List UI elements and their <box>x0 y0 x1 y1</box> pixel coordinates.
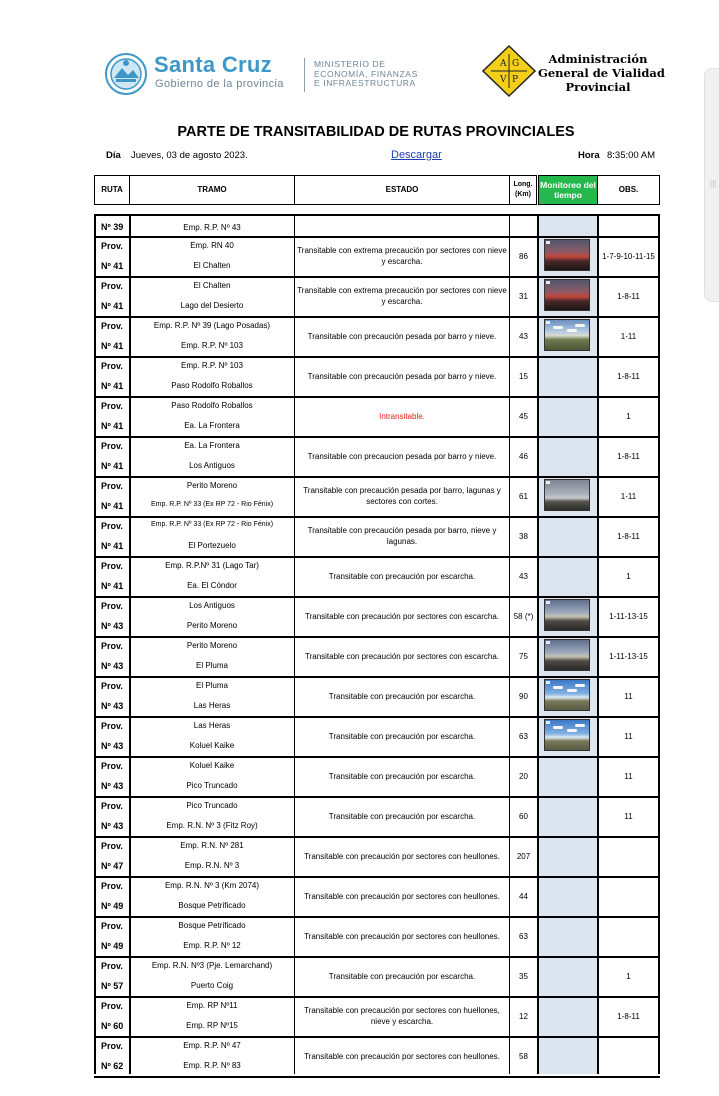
route-number: Nº 43 <box>101 741 124 751</box>
weather-camera-thumbnail[interactable] <box>544 679 590 711</box>
estado-cell: Transitable con precaución por escarcha. <box>328 971 476 981</box>
obs-cell: 1 <box>626 971 631 981</box>
tramo-from: Koluel Kaike <box>189 761 235 770</box>
longitud-cell: 58 (*) <box>513 611 534 621</box>
tramo-from: Los Antiguos <box>189 601 235 610</box>
weather-camera-thumbnail[interactable] <box>544 319 590 351</box>
cloud-icon <box>553 686 563 689</box>
tramo-to: Emp. R.N. Nº 3 <box>184 861 240 870</box>
route-prefix: Prov. <box>101 241 123 251</box>
agvp-letter-a: A <box>500 59 507 69</box>
route-prefix: Prov. <box>101 321 123 331</box>
ministry-text <box>314 60 418 89</box>
longitud-cell: 46 <box>519 451 528 461</box>
cloud-icon <box>567 729 577 732</box>
tramo-from: Emp. RN 40 <box>190 241 234 250</box>
tramo-from: Emp. R.P. Nº 47 <box>183 1041 241 1050</box>
tramo-from: Paso Rodolfo Roballos <box>171 401 253 410</box>
route-number: Nº 41 <box>101 501 124 511</box>
agvp-letter-p: P <box>512 75 519 85</box>
tramo-from: Bosque Petrificado <box>178 921 246 930</box>
tramo-to: Ea. El Cóndor <box>187 581 237 590</box>
route-number: Nº 62 <box>101 1061 124 1071</box>
obs-cell: 11 <box>624 811 633 821</box>
route-prefix: Prov. <box>101 601 123 611</box>
longitud-cell: 63 <box>519 931 528 941</box>
route-number: Nº 60 <box>101 1021 124 1031</box>
estado-cell: Transitable con precaución por escarcha. <box>328 691 476 701</box>
estado-cell: Transitable con precaución por sectores con huellones, nieve y escarcha. <box>304 1006 500 1026</box>
tramo-to: Ea. La Frontera <box>184 421 240 430</box>
route-number: Nº 41 <box>101 261 124 271</box>
tramo-from: Emp. R.N. Nº 3 (Km 2074) <box>164 881 260 890</box>
santa-cruz-emblem-icon <box>104 52 148 96</box>
obs-cell: 1-11-13-15 <box>609 651 648 661</box>
agvp-letter-v: V <box>500 75 507 85</box>
row-divider <box>94 1076 660 1078</box>
tramo-from: Pico Truncado <box>186 801 238 810</box>
route-number: Nº 43 <box>101 781 124 791</box>
download-link[interactable]: Descargar <box>391 149 442 161</box>
route-prefix: Prov. <box>101 561 123 571</box>
tramo-to: Lago del Desierto <box>180 301 244 310</box>
estado-cell: Transitable con precaución por sectores con heullones. <box>304 851 500 861</box>
longitud-cell: 43 <box>519 331 528 341</box>
hora-value: 8:35:00 AM <box>607 150 656 161</box>
estado-cell: Transitable con extrema precaución por sectores con nieve y escarcha. <box>297 246 507 266</box>
weather-camera-thumbnail[interactable] <box>544 279 590 311</box>
tramo-to: Puerto Coig <box>190 981 234 990</box>
tramo-to: El Portezuelo <box>188 541 236 550</box>
longitud-cell: 35 <box>519 971 528 981</box>
estado-cell: Transitable con precaución por sectores con heullones. <box>304 891 500 901</box>
route-number: Nº 43 <box>101 821 124 831</box>
viewer-scrollbar[interactable] <box>704 68 719 302</box>
route-prefix: Prov. <box>101 921 123 931</box>
cloud-icon <box>553 726 563 729</box>
route-prefix: Prov. <box>101 721 123 731</box>
header-monitoreo: Monitoreo del tiempo <box>538 175 598 205</box>
obs-cell <box>599 917 658 955</box>
route-prefix: Prov. <box>101 481 123 491</box>
route-prefix: Prov. <box>101 1041 123 1051</box>
longitud-cell: 20 <box>519 771 528 781</box>
route-prefix: Prov. <box>101 401 123 411</box>
route-number: Nº 41 <box>101 461 124 471</box>
scrollbar-grip-icon: ||| <box>710 179 717 188</box>
route-number: Nº 57 <box>101 981 124 991</box>
cloud-icon <box>575 724 585 727</box>
tramo-from: Emp. R.P. Nº 39 (Lago Posadas) <box>153 321 271 330</box>
header-long: Long. (Km) <box>509 175 537 205</box>
route-prefix: Prov. <box>101 801 123 811</box>
agvp-line-1: Administración <box>548 52 648 66</box>
estado-cell: Transitable con precaución pesada por barro, lagunas y sectores con cortes. <box>303 486 501 506</box>
estado-cell: Transitable con precaucion pesada por barro y nieve. <box>307 451 497 461</box>
header-tramo: TRAMO <box>129 175 295 205</box>
route-prefix: Prov. <box>101 361 123 371</box>
route-number: Nº 47 <box>101 861 124 871</box>
route-number: Nº 43 <box>101 621 124 631</box>
tramo-to: Emp. R.P. Nº 83 <box>183 1061 241 1070</box>
obs-cell: 11 <box>624 731 633 741</box>
route-number: Nº 43 <box>101 701 124 711</box>
ministry-line-3: E INFRAESTRUCTURA <box>314 78 416 88</box>
route-number: Nº 41 <box>101 421 124 431</box>
longitud-cell: 90 <box>519 691 528 701</box>
longitud-cell: 44 <box>519 891 528 901</box>
estado-cell: Transitable con precaución por sectores con escarcha. <box>304 651 500 661</box>
longitud-cell: 43 <box>519 571 528 581</box>
tramo-to: El Chalten <box>193 261 231 270</box>
camera-label-icon <box>546 481 550 484</box>
tramo-to: Las Heras <box>193 701 231 710</box>
tramo-from: El Chalten <box>193 281 231 290</box>
weather-camera-thumbnail[interactable] <box>544 239 590 271</box>
logo-divider <box>304 58 305 92</box>
row-divider <box>94 214 660 216</box>
camera-label-icon <box>546 721 550 724</box>
estado-cell: Transitable con precaución por sectores con escarcha. <box>304 611 500 621</box>
weather-camera-thumbnail[interactable] <box>544 599 590 631</box>
estado-cell: Transitable con precaución por escarcha. <box>328 771 476 781</box>
tramo-to: Emp. R.P. Nº 103 <box>181 341 243 350</box>
obs-cell: 1-11 <box>620 331 637 341</box>
route-number: Nº 49 <box>101 901 124 911</box>
obs-cell: 11 <box>624 691 633 701</box>
tramo-from: El Pluma <box>195 681 228 690</box>
column-divider <box>537 214 539 1074</box>
estado-cell: Transitable con extrema precaución por sectores con nieve y escarcha. <box>297 286 507 306</box>
tramo-to: Koluel Kaike <box>189 741 235 750</box>
estado-cell: Transitable con precaución por escarcha. <box>328 731 476 741</box>
dia-value: Jueves, 03 de agosto 2023. <box>131 150 248 161</box>
longitud-cell: 38 <box>519 531 528 541</box>
longitud-cell: 86 <box>519 251 528 261</box>
route-prefix: Prov. <box>101 681 123 691</box>
estado-cell: Transitable con precaución por sectores con heullones. <box>304 1051 500 1061</box>
header-obs: OBS. <box>597 175 660 205</box>
cloud-icon <box>567 689 577 692</box>
longitud-cell: 63 <box>519 731 528 741</box>
agvp-logo-icon <box>481 44 537 98</box>
route-number: Nº 41 <box>101 581 124 591</box>
estado-cell: Transitable con precaución pesada por barro, nieve y lagunas. <box>307 526 497 546</box>
route-number: Nº 49 <box>101 941 124 951</box>
camera-label-icon <box>546 321 550 324</box>
obs-cell: 1-8-11 <box>617 1011 640 1021</box>
estado-cell: Transitable con precaución por sectores con heullones. <box>304 931 500 941</box>
santa-cruz-title: Santa Cruz <box>154 52 272 77</box>
agvp-line-3: Provincial <box>565 80 631 94</box>
obs-cell: 1-11 <box>620 491 637 501</box>
tramo-from: Emp. R.P.Nº 31 (Lago Tar) <box>165 561 259 570</box>
route-prefix: Prov. <box>101 641 123 651</box>
tramo-to: Emp. R.P. Nº 12 <box>183 941 241 950</box>
route-prefix: Prov. <box>101 881 123 891</box>
tramo-from: Perito Moreno <box>186 641 238 650</box>
tramo-to: Paso Rodolfo Roballos <box>171 381 253 390</box>
route-prefix: Prov. <box>101 761 123 771</box>
route-prefix: Prov. <box>101 1001 123 1011</box>
tramo-from: Emp. R.P. Nº 33 (Ex RP 72 - Rio Fénix) <box>150 521 274 528</box>
route-number: Nº 41 <box>101 301 124 311</box>
estado-cell: Transitable con precaución pesada por barro y nieve. <box>307 331 497 341</box>
obs-cell <box>599 837 658 875</box>
tramo-to: Pico Truncado <box>186 781 238 790</box>
estado-cell: Intransitable. <box>379 411 425 421</box>
cloud-icon <box>575 684 585 687</box>
tramo-from: Las Heras <box>193 721 231 730</box>
longitud-cell: 58 <box>519 1051 528 1061</box>
obs-cell: 1-8-11 <box>617 531 640 541</box>
obs-cell <box>599 877 658 915</box>
route-number: Nº 43 <box>101 661 124 671</box>
estado-cell: Transitable con precaución pesada por barro y nieve. <box>307 371 497 381</box>
camera-label-icon <box>546 641 550 644</box>
dia-label: Día <box>106 150 121 161</box>
tramo-to: Perito Moreno <box>186 621 238 630</box>
route-prefix: Prov. <box>101 281 123 291</box>
obs-cell: 1-8-11 <box>617 451 640 461</box>
tramo-to: Emp. R.N. Nº 3 (Fitz Roy) <box>166 821 258 830</box>
obs-cell: 1-7-9-10-11-15 <box>602 251 655 261</box>
tramo-from: Emp. RP Nº11 <box>186 1001 238 1010</box>
longitud-cell: 15 <box>519 371 528 381</box>
column-divider <box>294 214 295 1074</box>
tramo-to: Bosque Petrificado <box>178 901 246 910</box>
route-number: Nº 41 <box>101 381 124 391</box>
longitud-cell: 75 <box>519 651 528 661</box>
santa-cruz-subtitle: Gobierno de la provincia <box>155 78 284 90</box>
obs-cell: 1-8-11 <box>617 371 640 381</box>
tramo-to: Emp. R.P. Nº 33 (Ex RP 72 - Rio Fénix) <box>150 501 274 508</box>
header-ruta: RUTA <box>94 175 130 205</box>
cloud-icon <box>575 324 585 327</box>
longitud-cell: 31 <box>519 291 528 301</box>
estado-cell: Transitable con precaución por escarcha. <box>328 571 476 581</box>
route-number: Nº 41 <box>101 341 124 351</box>
camera-label-icon <box>546 281 550 284</box>
obs-cell: 11 <box>624 771 633 781</box>
cloud-icon <box>567 329 577 332</box>
agvp-name <box>538 52 665 94</box>
hora-label: Hora <box>578 150 600 161</box>
tramo-from: Ea. La Frontera <box>184 441 240 450</box>
tramo-from: Emp. R.N. Nº3 (Pje. Lemarchand) <box>151 961 273 970</box>
camera-label-icon <box>546 601 550 604</box>
obs-cell: 1-11-13-15 <box>609 611 648 621</box>
route-prefix: Prov. <box>101 841 123 851</box>
route-prefix: Prov. <box>101 521 123 531</box>
tramo-from: Emp. R.N. Nº 281 <box>180 841 244 850</box>
weather-camera-thumbnail[interactable] <box>544 719 590 751</box>
longitud-cell: 60 <box>519 811 528 821</box>
santa-cruz-logo <box>100 50 440 98</box>
obs-cell: 1-8-11 <box>617 291 640 301</box>
partial-row-ruta: Nº 39 <box>101 222 124 232</box>
weather-camera-thumbnail[interactable] <box>544 639 590 671</box>
obs-cell: 1 <box>626 571 631 581</box>
partial-row-tramo: Emp. R.P. Nº 43 <box>183 223 241 232</box>
estado-cell: Transitable con precaución por escarcha. <box>328 811 476 821</box>
agvp-line-2: General de Vialidad <box>538 66 665 80</box>
route-prefix: Prov. <box>101 441 123 451</box>
obs-cell <box>599 1037 658 1075</box>
cloud-icon <box>553 326 563 329</box>
page-title: PARTE DE TRANSITABILIDAD DE RUTAS PROVINCIALES <box>177 124 575 140</box>
camera-label-icon <box>546 241 550 244</box>
route-number: Nº 41 <box>101 541 124 551</box>
agvp-letter-g: G <box>512 59 520 69</box>
longitud-cell: 207 <box>516 851 531 861</box>
tramo-from: Emp. R.P. Nº 103 <box>181 361 243 370</box>
tramo-to: Los Antiguos <box>189 461 235 470</box>
longitud-cell: 61 <box>519 491 528 501</box>
ministry-line-2: ECONOMÍA, FINANZAS <box>314 68 418 79</box>
camera-label-icon <box>546 681 550 684</box>
header-estado: ESTADO <box>294 175 510 205</box>
obs-cell: 1 <box>626 411 631 421</box>
tramo-from: Perito Moreno <box>186 481 238 490</box>
longitud-cell: 45 <box>519 411 528 421</box>
tramo-to: Emp. RP Nº15 <box>186 1021 238 1030</box>
longitud-cell: 12 <box>519 1011 528 1021</box>
tramo-to: El Pluma <box>195 661 228 670</box>
ministry-line-1: MINISTERIO DE <box>314 59 386 69</box>
weather-camera-thumbnail[interactable] <box>544 479 590 511</box>
route-prefix: Prov. <box>101 961 123 971</box>
